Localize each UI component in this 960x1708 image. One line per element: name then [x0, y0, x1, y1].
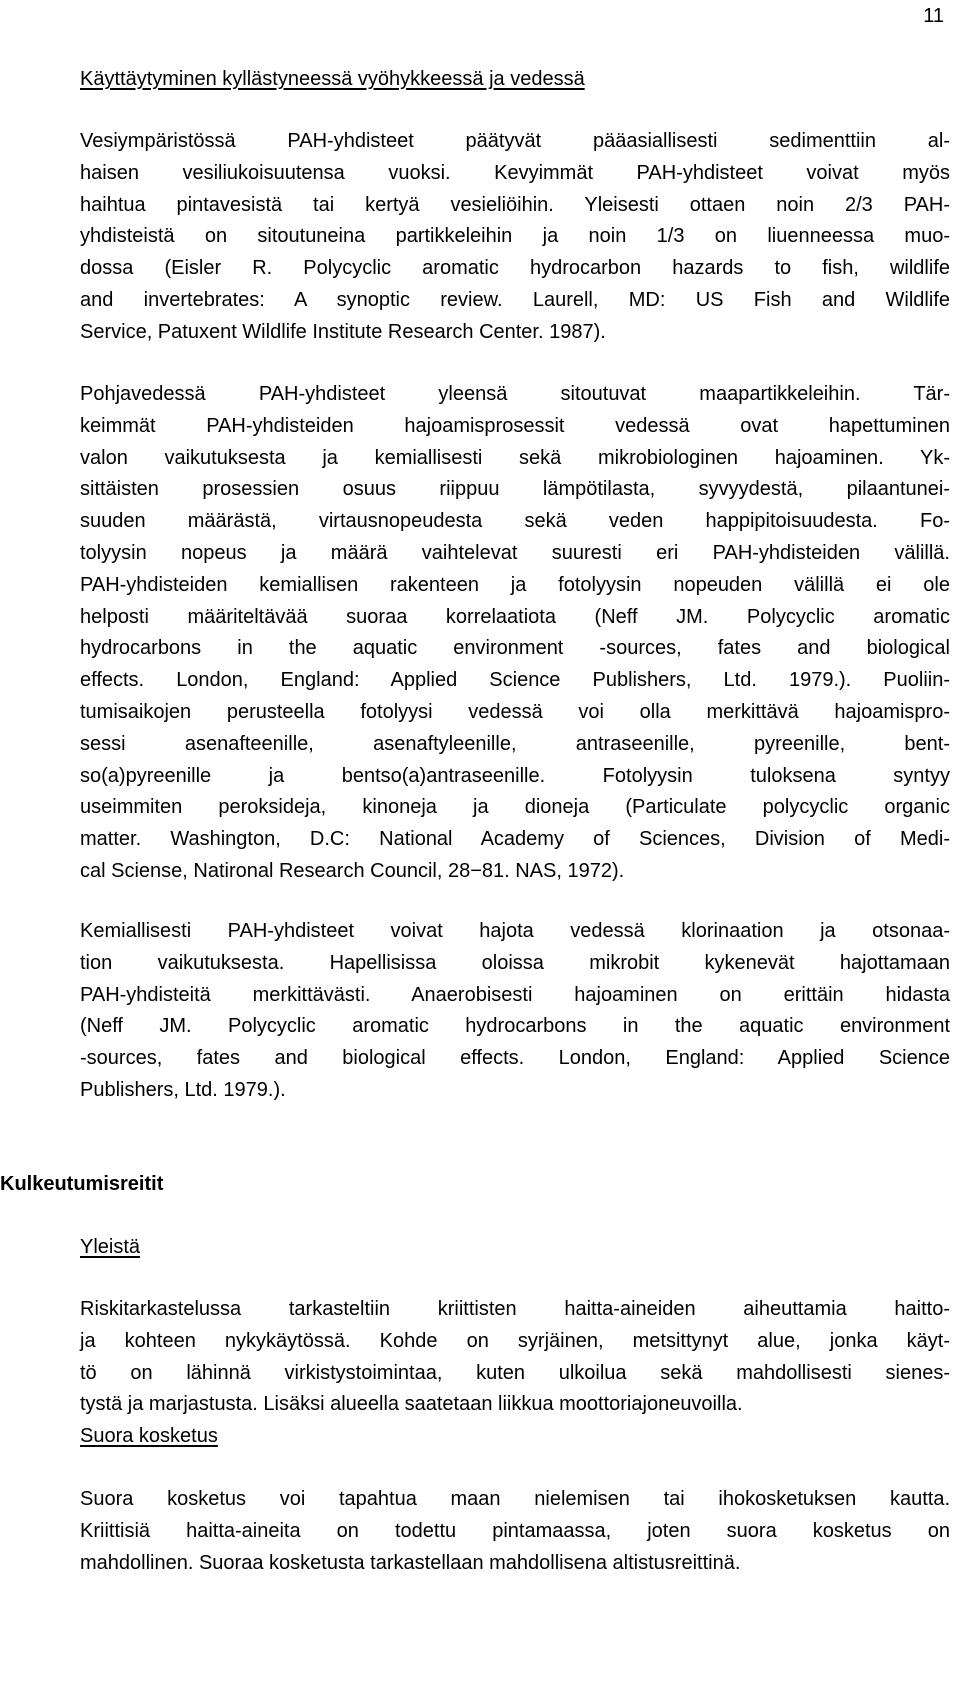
text-line: Suora kosketus voi tapahtua maan nielemisen tai ihokosketuksen kautta.: [80, 1488, 950, 1510]
page-number: 11: [923, 5, 944, 27]
text-line: (Neff JM. Polycyclic aromatic hydrocarbons in the aquatic environment: [80, 1015, 950, 1038]
text-line: cal Sciense, Natironal Research Council, 28−81. NAS, 1972).: [80, 859, 625, 882]
text-line: tystä ja marjastusta. Lisäksi alueella saatetaan liikkua moottoriajoneuvoilla.: [80, 1393, 743, 1416]
text-line: Vesiympäristössä PAH-yhdisteet päätyvät pääasiallisesti sedimenttiin al-: [80, 130, 950, 152]
text-line: yhdisteistä on sitoutuneina partikkeleihin ja noin 1/3 on liuenneessa muo-: [80, 225, 950, 248]
paragraph-risk-assessment: [80, 1294, 950, 1421]
text-line: sessi asenafteenille, asenaftyleenille, antraseenille, pyreenille, bent-: [80, 732, 950, 755]
paragraph-sediment: [80, 126, 950, 349]
section-heading-behavior: Käyttäytyminen kyllästyneessä vyöhykkeessä ja vedessä: [80, 68, 585, 90]
text-line: ja kohteen nykykäytössä. Kohde on syrjäinen, metsittynyt alue, jonka käyt-: [80, 1329, 950, 1352]
text-line: Kriittisiä haitta-aineita on todettu pintamaassa, joten suora kosketus on: [80, 1519, 950, 1542]
subheading-general: Yleistä: [80, 1236, 141, 1258]
subheading-direct-contact: Suora kosketus: [80, 1425, 218, 1447]
text-line: effects. London, England: Applied Science Publishers, Ltd. 1979.). Puoliin-: [80, 669, 950, 692]
text-line: sittäisten prosessien osuus riippuu lämpötilasta, syvyydestä, pilaantunei-: [80, 478, 950, 501]
text-line: Pohjavedessä PAH-yhdisteet yleensä sitoutuvat maapartikkeleihin. Tär-: [80, 383, 950, 405]
text-line: Kemiallisesti PAH-yhdisteet voivat hajota vedessä klorinaation ja otsonaa-: [80, 920, 950, 942]
text-line: tolyysin nopeus ja määrä vaihtelevat suuresti eri PAH-yhdisteiden välillä.: [80, 541, 950, 564]
text-line: keimmät PAH-yhdisteiden hajoamisprosessit vedessä ovat hapettuminen: [80, 414, 950, 437]
text-line: tion vaikutuksesta. Hapellisissa oloissa mikrobit kykenevät hajottamaan: [80, 951, 950, 974]
paragraph-direct-contact: [80, 1484, 950, 1579]
paragraph-groundwater: [80, 379, 950, 888]
text-line: dossa (Eisler R. Polycyclic aromatic hydrocarbon hazards to fish, wildlife: [80, 257, 950, 280]
section-heading-pathways: Kulkeutumisreitit: [0, 1173, 164, 1195]
text-line: -sources, fates and biological effects. London, England: Applied Science: [80, 1047, 950, 1070]
text-line: Service, Patuxent Wildlife Institute Research Center. 1987).: [80, 320, 606, 343]
text-line: Riskitarkastelussa tarkasteltiin kriittisten haitta-aineiden aiheuttamia haitto-: [80, 1298, 950, 1320]
text-line: PAH-yhdisteiden kemiallisen rakenteen ja fotolyysin nopeuden välillä ei ole: [80, 573, 950, 596]
text-line: Publishers, Ltd. 1979.).: [80, 1078, 286, 1101]
text-line: helposti määriteltävää suoraa korrelaatiota (Neff JM. Polycyclic aromatic: [80, 605, 950, 628]
paragraph-chemical-degradation: [80, 916, 950, 1107]
text-line: matter. Washington, D.C: National Academy of Sciences, Division of Medi-: [80, 828, 950, 851]
text-line: mahdollinen. Suoraa kosketusta tarkastellaan mahdollisena altistusreittinä.: [80, 1551, 741, 1574]
text-line: useimmiten peroksideja, kinoneja ja dioneja (Particulate polycyclic organic: [80, 796, 950, 819]
text-line: haihtua pintavesistä tai kertyä vesieliöihin. Yleisesti ottaen noin 2/3 PAH-: [80, 193, 950, 216]
text-line: hydrocarbons in the aquatic environment -sources, fates and biological: [80, 637, 950, 660]
text-line: PAH-yhdisteitä merkittävästi. Anaerobisesti hajoaminen on erittäin hidasta: [80, 983, 950, 1006]
text-line: haisen vesiliukoisuutensa vuoksi. Kevyimmät PAH-yhdisteet voivat myös: [80, 161, 950, 184]
text-line: valon vaikutuksesta ja kemiallisesti sekä mikrobiologinen hajoaminen. Yk-: [80, 446, 950, 469]
text-line: tö on lähinnä virkistystoimintaa, kuten ulkoilua sekä mahdollisesti sienes-: [80, 1361, 950, 1384]
text-line: and invertebrates: A synoptic review. Laurell, MD: US Fish and Wildlife: [80, 288, 950, 311]
text-line: suuden määrästä, virtausnopeudesta sekä veden happipitoisuudesta. Fo-: [80, 510, 950, 533]
text-line: so(a)pyreenille ja bentso(a)antraseenille. Fotolyysin tuloksena syntyy: [80, 764, 950, 787]
text-line: tumisaikojen perusteella fotolyysi vedessä voi olla merkittävä hajoamispro-: [80, 700, 950, 723]
